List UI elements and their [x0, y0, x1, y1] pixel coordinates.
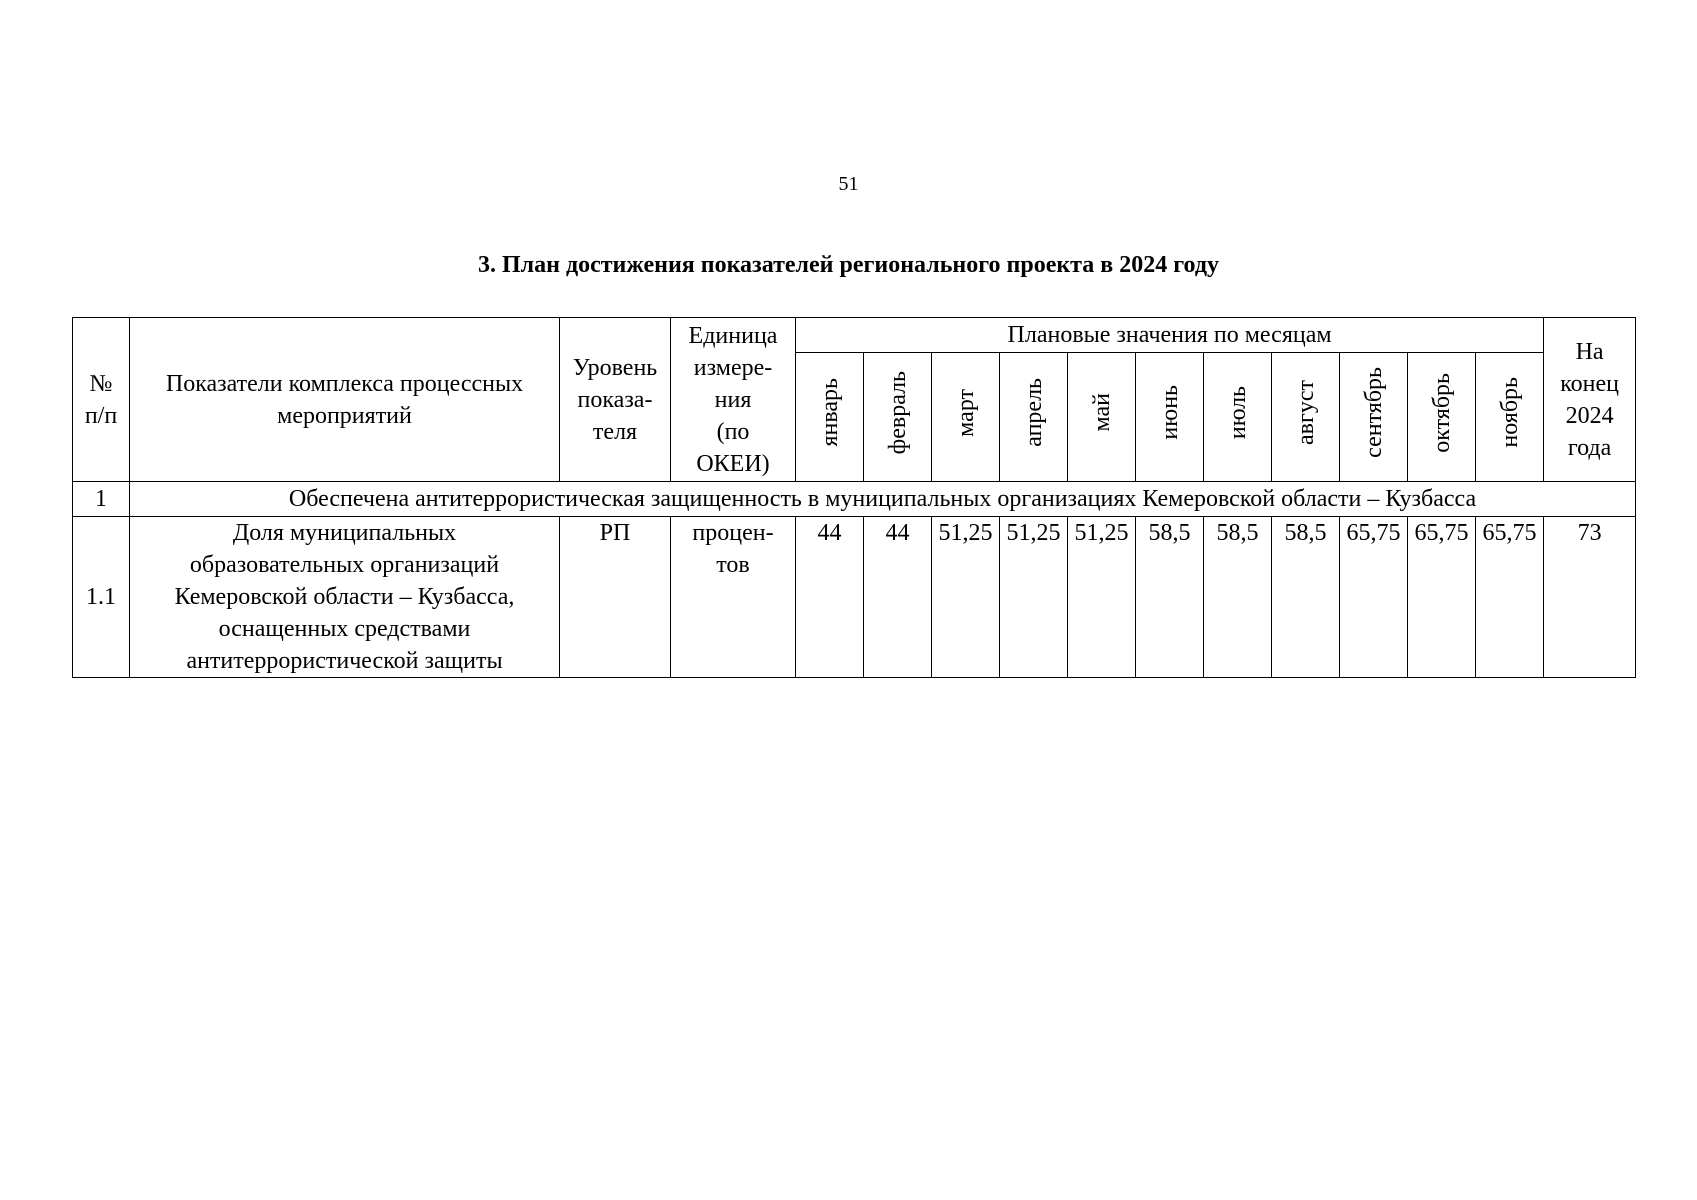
header-monthly-group: Плановые значения по месяцам — [796, 318, 1544, 353]
item-num: 1.1 — [73, 517, 130, 678]
plan-table — [72, 317, 1636, 678]
header-month-january — [796, 353, 864, 482]
header-month-june — [1136, 353, 1204, 482]
month-label: июнь — [1156, 385, 1183, 440]
header-month-february — [864, 353, 932, 482]
value-october: 65,75 — [1408, 517, 1476, 678]
month-label: январь — [816, 378, 843, 447]
month-label: апрель — [1020, 378, 1047, 447]
value-june: 58,5 — [1136, 517, 1204, 678]
month-label: октябрь — [1428, 372, 1455, 453]
header-month-september — [1340, 353, 1408, 482]
value-august: 58,5 — [1272, 517, 1340, 678]
value-april: 51,25 — [1000, 517, 1068, 678]
header-year-end: На конец 2024 года — [1544, 318, 1636, 482]
value-september: 65,75 — [1340, 517, 1408, 678]
section-row — [73, 482, 1636, 517]
header-month-may — [1068, 353, 1136, 482]
month-label: май — [1088, 393, 1115, 432]
header-month-march — [932, 353, 1000, 482]
month-label: март — [952, 388, 979, 437]
item-name: Доля муниципальных образовательных организаций Кемеровской области – Кузбасса, оснащенных средствами антитеррористической защиты — [130, 517, 560, 678]
header-indicator: Показатели комплекса процессных мероприятий — [130, 318, 560, 482]
document-title: 3. План достижения показателей регионального проекта в 2024 году — [478, 252, 1219, 278]
month-label: февраль — [884, 370, 911, 455]
month-label: август — [1292, 380, 1319, 445]
month-label: сентябрь — [1360, 367, 1387, 458]
value-february: 44 — [864, 517, 932, 678]
value-march: 51,25 — [932, 517, 1000, 678]
section-name: Обеспечена антитеррористическая защищенность в муниципальных организациях Кемеровской области – Кузбасса — [130, 482, 1636, 517]
month-label: ноябрь — [1496, 377, 1523, 448]
section-num: 1 — [73, 482, 130, 517]
page-number: 51 — [838, 173, 859, 195]
header-num: № п/п — [73, 318, 130, 482]
value-january: 44 — [796, 517, 864, 678]
table-row — [73, 517, 1636, 678]
header-month-november — [1476, 353, 1544, 482]
item-level: РП — [560, 517, 671, 678]
header-month-april — [1000, 353, 1068, 482]
header-unit: Единица измере- ния (по ОКЕИ) — [671, 318, 796, 482]
value-may: 51,25 — [1068, 517, 1136, 678]
month-label: июль — [1224, 385, 1251, 440]
header-month-july — [1204, 353, 1272, 482]
value-july: 58,5 — [1204, 517, 1272, 678]
header-level: Уровень показа- теля — [560, 318, 671, 482]
value-november: 65,75 — [1476, 517, 1544, 678]
header-month-august — [1272, 353, 1340, 482]
header-month-october — [1408, 353, 1476, 482]
item-unit: процен- тов — [671, 517, 796, 678]
value-year-end: 73 — [1544, 517, 1636, 678]
